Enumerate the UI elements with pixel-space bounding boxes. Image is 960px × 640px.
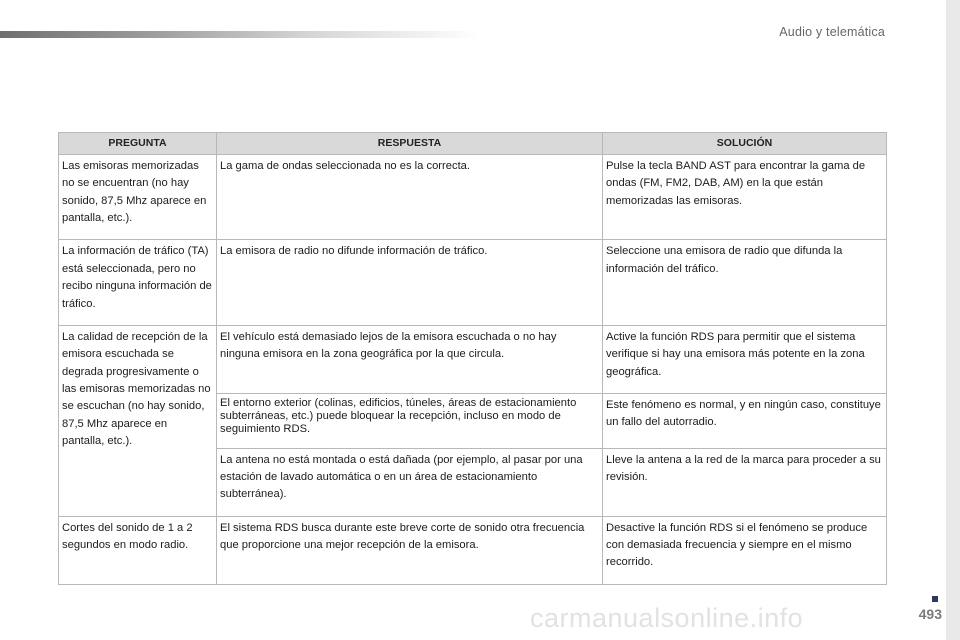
column-header-answer: RESPUESTA bbox=[217, 133, 603, 155]
solution-cell: Pulse la tecla BAND AST para encontrar la gama de ondas (FM, FM2, DAB, AM) en la que están memorizadas las emisoras. bbox=[603, 155, 887, 240]
table-row bbox=[59, 325, 887, 393]
answer-cell: La antena no está montada o está dañada (por ejemplo, al pasar por una estación de lavado automática o en un área de estacionamiento subterránea). bbox=[217, 448, 603, 516]
watermark: carmanualsonline.info bbox=[530, 603, 804, 633]
table-row bbox=[59, 240, 887, 325]
page-number: 493 bbox=[918, 606, 942, 622]
column-header-solution: SOLUCIÓN bbox=[603, 133, 887, 155]
troubleshooting-table bbox=[58, 132, 887, 585]
solution-cell: Este fenómeno es normal, y en ningún caso, constituye un fallo del autorradio. bbox=[603, 393, 887, 448]
column-header-question: PREGUNTA bbox=[59, 133, 217, 155]
side-strip bbox=[946, 0, 960, 640]
table-row bbox=[59, 516, 887, 584]
page-marker bbox=[932, 596, 938, 602]
table-row bbox=[59, 155, 887, 240]
answer-cell: El sistema RDS busca durante este breve corte de sonido otra frecuencia que proporcione una mejor recepción de la emisora. bbox=[217, 516, 603, 584]
answer-cell: El entorno exterior (colinas, edificios, túneles, áreas de estacionamiento subterráneas, etc.) puede bloquear la recepción, incluso en modo de seguimiento RDS. bbox=[217, 393, 603, 448]
header-gradient-bar bbox=[0, 31, 480, 38]
solution-cell: Lleve la antena a la red de la marca para proceder a su revisión. bbox=[603, 448, 887, 516]
answer-cell: El vehículo está demasiado lejos de la emisora escuchada o no hay ninguna emisora en la zona geográfica por la que circula. bbox=[217, 325, 603, 393]
question-cell: Cortes del sonido de 1 a 2 segundos en modo radio. bbox=[59, 516, 217, 584]
table-header-row bbox=[59, 133, 887, 155]
answer-cell: La gama de ondas seleccionada no es la correcta. bbox=[217, 155, 603, 240]
section-title: Audio y telemática bbox=[779, 25, 885, 39]
solution-cell: Active la función RDS para permitir que el sistema verifique si hay una emisora más potente en la zona geográfica. bbox=[603, 325, 887, 393]
question-cell: La información de tráfico (TA) está seleccionada, pero no recibo ninguna información de tráfico. bbox=[59, 240, 217, 325]
solution-cell: Desactive la función RDS si el fenómeno se produce con demasiada frecuencia y siempre en el mismo recorrido. bbox=[603, 516, 887, 584]
answer-cell: La emisora de radio no difunde información de tráfico. bbox=[217, 240, 603, 325]
solution-cell: Seleccione una emisora de radio que difunda la información del tráfico. bbox=[603, 240, 887, 325]
question-cell: La calidad de recepción de la emisora escuchada se degrada progresivamente o las emisoras memorizadas no se escuchan (no hay sonido, 87,5 Mhz aparece en pantalla, etc.). bbox=[59, 325, 217, 516]
question-cell: Las emisoras memorizadas no se encuentran (no hay sonido, 87,5 Mhz aparece en pantalla, etc.). bbox=[59, 155, 217, 240]
